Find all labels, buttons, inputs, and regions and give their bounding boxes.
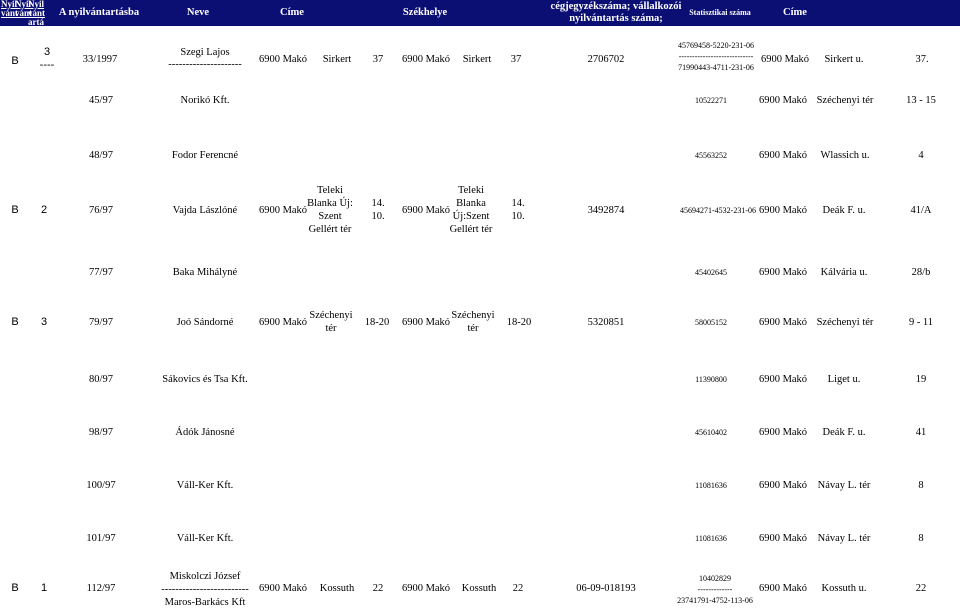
row-szekhely-varos: 6900 Makó	[401, 204, 451, 216]
row-szekhely-varos: 6900 Makó	[401, 316, 451, 328]
row-statisztikai-szam: 45769458-5220-231-06 ---------------------------- 71990443-4711-231-06	[678, 41, 754, 72]
row-telephely-utca: Deák F. u.	[822, 204, 866, 216]
row-szekhely-hazszam: 22	[512, 582, 524, 594]
row-telephely-varos: 6900 Makó	[758, 373, 808, 385]
row-telephely-varos: 6900 Makó	[758, 149, 808, 161]
row-telephely-utca: Sirkert u.	[824, 53, 864, 65]
header-cime: Címe	[280, 7, 304, 18]
row-szekhely-hazszam: 37	[510, 53, 522, 65]
row-cim-varos: 6900 Makó	[258, 582, 308, 594]
row-cegjegyzekszam: 5320851	[587, 316, 625, 328]
row-number: 2	[40, 204, 48, 216]
row-szekhely-hazszam: 14. 10.	[511, 198, 525, 222]
row-cim-hazszam: 22	[372, 582, 384, 594]
row-telephely-varos: 6900 Makó	[758, 94, 808, 106]
row-statisztikai-szam: 11081636	[695, 480, 727, 490]
row-telephely-hazszam: 41/A	[910, 204, 932, 216]
row-nyilvantartasi-szam: 76/97	[89, 204, 113, 216]
row-telephely-utca: Széchenyi tér	[816, 316, 874, 328]
row-telephely-utca: Kossuth u.	[821, 582, 867, 594]
table-row	[0, 375, 960, 385]
row-cim-varos: 6900 Makó	[258, 53, 308, 65]
row-cim-hazszam: 37	[372, 53, 384, 65]
row-nyilvantartasi-szam: 77/97	[89, 266, 113, 278]
row-name: Vajda Lászlóné	[172, 204, 238, 216]
row-telephely-utca: Széchenyi tér	[816, 94, 874, 106]
table-row	[0, 564, 960, 612]
row-szekhely-utca: Teleki Blanka Új:Szent Gellért tér	[449, 185, 493, 235]
header-cegjegyzekszama: cégjegyzékszáma; vállalkozói nyilvántartás száma;	[550, 1, 682, 24]
row-name: Fodor Ferencné	[171, 149, 239, 161]
row-szekhely-utca: Sirkert	[462, 53, 492, 65]
row-number: 3 ----	[39, 46, 55, 71]
header-vertical-3: Nyil vánt artá	[28, 0, 46, 27]
table-row	[0, 268, 960, 278]
row-b-marker: B	[11, 582, 19, 594]
row-telephely-utca: Wlassich u.	[820, 149, 870, 161]
row-telephely-hazszam: 8	[918, 479, 924, 491]
row-name: Miskolczi József ------------------------- Maros-Barkács Kft	[161, 570, 249, 608]
row-telephely-utca: Návay L. tér	[817, 479, 871, 491]
row-cegjegyzekszam: 3492874	[587, 204, 625, 216]
row-telephely-hazszam: 19	[915, 373, 927, 385]
row-cim-hazszam: 18-20	[364, 316, 390, 328]
row-cim-utca: Széchenyi tér	[309, 310, 353, 334]
row-b-marker: B	[11, 55, 19, 67]
row-telephely-varos: 6900 Makó	[758, 316, 808, 328]
header-cime-2: Címe	[783, 7, 807, 18]
row-cim-utca: Sirkert	[322, 53, 352, 65]
row-cegjegyzekszam: 2706702	[587, 53, 625, 65]
row-cim-utca: Teleki Blanka Új: Szent Gellért tér	[307, 185, 353, 235]
row-szekhely-hazszam: 18-20	[506, 316, 532, 328]
row-b-marker: B	[11, 204, 19, 216]
row-telephely-varos: 6900 Makó	[758, 204, 808, 216]
row-telephely-utca: Deák F. u.	[822, 426, 866, 438]
row-number: 1	[40, 582, 48, 594]
row-szekhely-utca: Kossuth	[461, 582, 497, 594]
row-nyilvantartasi-szam: 80/97	[89, 373, 113, 385]
row-number: 3	[40, 316, 48, 328]
row-name: Ádók Jánosné	[175, 426, 235, 438]
row-statisztikai-szam: 11390800	[695, 374, 727, 384]
row-statisztikai-szam: 45402645	[695, 267, 727, 277]
table-row	[0, 534, 960, 544]
row-name: Szegi Lajos ---------------------	[168, 47, 242, 70]
table-header	[0, 0, 960, 26]
header-vertical-1: Nyil vánt	[1, 0, 19, 18]
row-nyilvantartasi-szam: 79/97	[89, 316, 113, 328]
row-telephely-varos: 6900 Makó	[758, 426, 808, 438]
row-nyilvantartasi-szam: 33/1997	[82, 53, 118, 65]
row-statisztikai-szam: 10522271	[695, 95, 727, 105]
row-statisztikai-szam: 45694271-4532-231-06	[680, 205, 756, 215]
row-nyilvantartasi-szam: 45/97	[89, 94, 113, 106]
row-telephely-hazszam: 22	[915, 582, 927, 594]
row-telephely-hazszam: 4	[918, 149, 924, 161]
row-nyilvantartasi-szam: 100/97	[86, 479, 116, 491]
row-telephely-varos: 6900 Makó	[758, 582, 808, 594]
row-nyilvantartasi-szam: 98/97	[89, 426, 113, 438]
row-telephely-utca: Liget u.	[827, 373, 861, 385]
row-cim-varos: 6900 Makó	[258, 204, 308, 216]
row-statisztikai-szam: 45610402	[695, 427, 727, 437]
row-statisztikai-szam: 58005152	[695, 317, 727, 327]
row-szekhely-varos: 6900 Makó	[401, 53, 451, 65]
row-nyilvantartasi-szam: 48/97	[89, 149, 113, 161]
row-szekhely-utca: Széchenyi tér	[451, 310, 495, 334]
row-statisztikai-szam: 11081636	[695, 533, 727, 543]
header-statisztikai-szama: Statisztikai száma	[689, 8, 751, 17]
row-telephely-varos: 6900 Makó	[760, 53, 810, 65]
row-telephely-varos: 6900 Makó	[758, 532, 808, 544]
table-row	[0, 96, 960, 106]
row-name: Váll-Ker Kft.	[176, 532, 234, 544]
table-row	[0, 428, 960, 438]
row-telephely-hazszam: 28/b	[911, 266, 931, 278]
row-telephely-hazszam: 37.	[915, 53, 929, 65]
row-nyilvantartasi-szam: 101/97	[86, 532, 116, 544]
row-name: Váll-Ker Kft.	[176, 479, 234, 491]
row-name: Baka Mihályné	[172, 266, 238, 278]
row-cegjegyzekszam: 06-09-018193	[576, 582, 636, 594]
row-cim-varos: 6900 Makó	[258, 316, 308, 328]
row-szekhely-varos: 6900 Makó	[401, 582, 451, 594]
row-telephely-hazszam: 8	[918, 532, 924, 544]
header-nyilvantartasba: A nyilvántartásba	[58, 7, 140, 18]
row-telephely-hazszam: 13 - 15	[906, 94, 936, 106]
row-b-marker: B	[11, 316, 19, 328]
table-row	[0, 302, 960, 342]
table-row	[0, 182, 960, 238]
table-row	[0, 26, 960, 96]
row-telephely-hazszam: 9 - 11	[908, 316, 934, 328]
row-telephely-hazszam: 41	[915, 426, 927, 438]
row-telephely-utca: Kálvária u.	[820, 266, 868, 278]
row-telephely-utca: Návay L. tér	[817, 532, 871, 544]
row-name: Sákovics és Tsa Kft.	[162, 373, 248, 385]
row-statisztikai-szam: 45563252	[695, 150, 727, 160]
table-row	[0, 151, 960, 161]
row-cim-hazszam: 14. 10.	[371, 198, 385, 222]
row-nyilvantartasi-szam: 112/97	[86, 582, 116, 594]
header-szekhelye: Székhelye	[402, 7, 448, 18]
row-statisztikai-szam: 10402829 ------------- 23741791-4752-113-06	[677, 573, 753, 605]
row-telephely-varos: 6900 Makó	[758, 266, 808, 278]
header-vertical-2: Nyil vánt	[15, 0, 33, 18]
row-telephely-varos: 6900 Makó	[758, 479, 808, 491]
row-name: Norikó Kft.	[180, 94, 230, 106]
row-cim-utca: Kossuth	[319, 582, 355, 594]
row-name: Joó Sándorné	[176, 316, 234, 328]
table-row	[0, 481, 960, 491]
header-neve: Neve	[186, 7, 210, 18]
